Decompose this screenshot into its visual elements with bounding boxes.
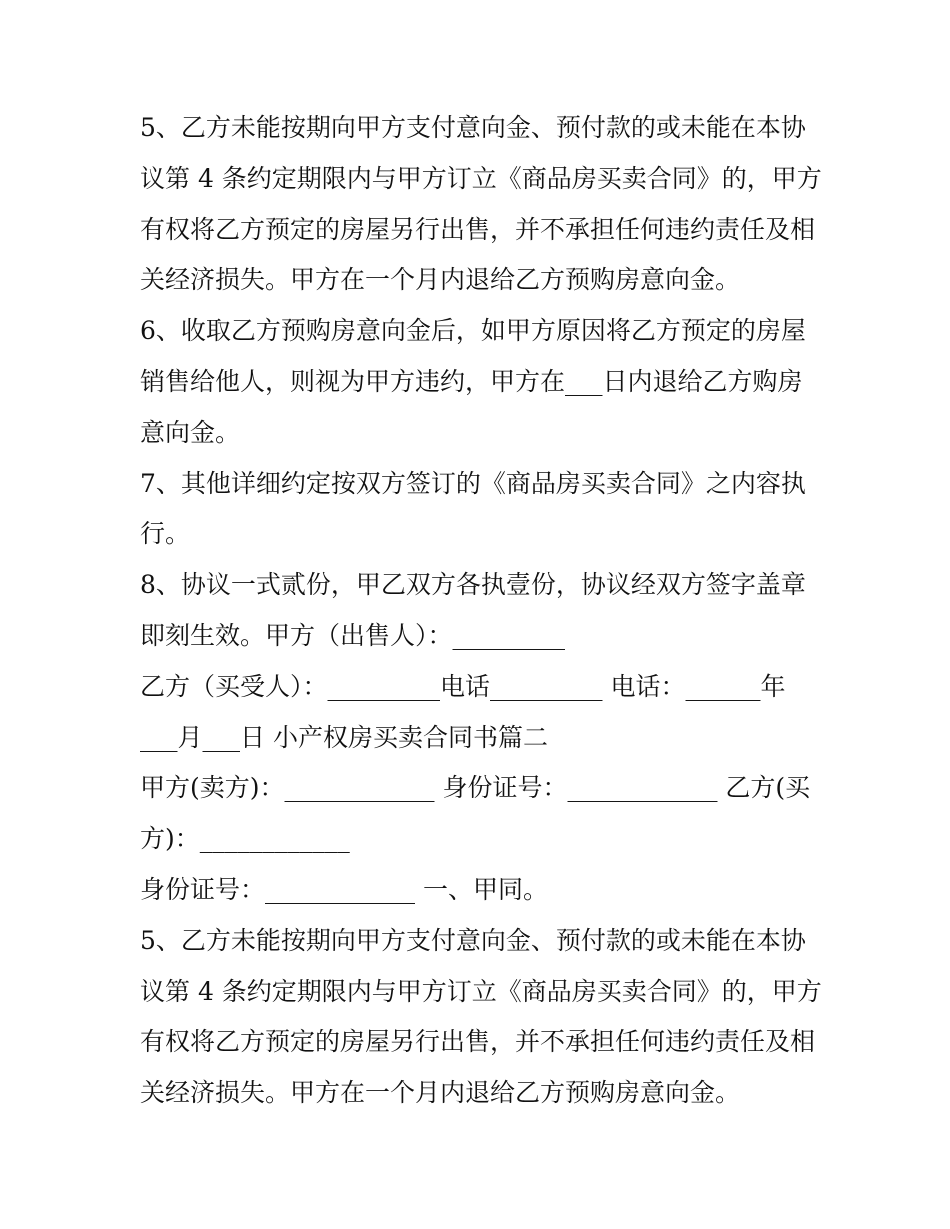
text-line: 有权将乙方预定的房屋另行出售，并不承担任何违约责任及相 xyxy=(140,1027,816,1057)
text-line: 关经济损失。甲方在一个月内退给乙方预购房意向金。 xyxy=(140,265,741,295)
text-line: 有权将乙方预定的房屋另行出售，并不承担任何违约责任及相 xyxy=(140,214,816,244)
text-line: 6、收取乙方预购房意向金后，如甲方原因将乙方预定的房屋 xyxy=(140,316,806,346)
text-line: 8、协议一式贰份，甲乙双方各执壹份，协议经双方签字盖章 xyxy=(140,570,806,600)
text-line: 5、乙方未能按期向甲方支付意向金、预付款的或未能在本协 xyxy=(140,925,806,955)
text-line: 方)：____________ xyxy=(140,824,350,854)
text-line: 意向金。 xyxy=(140,417,241,447)
text-line: 7、其他详细约定按双方签订的《商品房买卖合同》之内容执 xyxy=(140,468,806,498)
text-line: 5、乙方未能按期向甲方支付意向金、预付款的或未能在本协 xyxy=(140,113,806,142)
text-line: 乙方（买受人）：_________电话_________ 电话：______年 xyxy=(140,671,786,701)
text-line: 即刻生效。甲方（出售人）：_________ xyxy=(140,620,566,650)
text-line: 身份证号：____________ 一、甲同。 xyxy=(140,874,548,904)
text-line: 甲方(卖方)：____________ 身份证号：____________ 乙方(买 xyxy=(140,773,811,803)
text-line: 议第 4 条约定期限内与甲方订立《商品房买卖合同》的，甲方 xyxy=(140,163,822,193)
text-line: ___月___日 小产权房买卖合同书篇二 xyxy=(140,722,548,752)
contract-text xyxy=(140,103,820,1119)
text-line: 议第 4 条约定期限内与甲方订立《商品房买卖合同》的，甲方 xyxy=(140,976,822,1006)
text-line: 销售给他人，则视为甲方违约，甲方在___日内退给乙方购房 xyxy=(140,366,803,396)
text-line: 行。 xyxy=(140,519,191,549)
text-line: 关经济损失。甲方在一个月内退给乙方预购房意向金。 xyxy=(140,1078,741,1108)
